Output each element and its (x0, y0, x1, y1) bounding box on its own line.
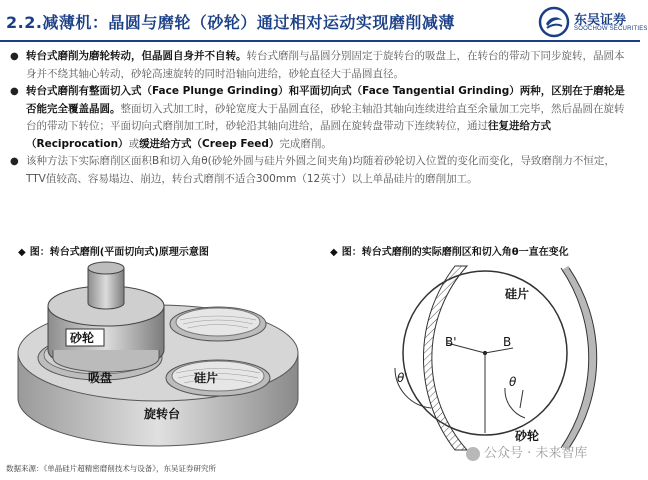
chuck-label: 吸盘 (88, 371, 113, 385)
source-note: 数据来源：《单晶硅片超精密磨削技术与设备》，东吴证券研究所 (6, 464, 216, 473)
b-prime-label: B' (445, 335, 457, 349)
bullet-3-desc: 该种方法下实际磨削区面积B和切入角θ(砂轮外圆与硅片外圆之间夹角)均随着砂轮切入位置的变化而变化，导致磨削力不恒定，TTV值较高、容易塌边、崩边，转台式磨削不适合300mm（12英寸）以上单晶硅片的磨削加工。 (26, 155, 615, 185)
theta-prime-label: θ' (397, 371, 408, 385)
grinding-wheel (48, 262, 164, 372)
bullet-list (8, 48, 634, 188)
watermark: 公众号 · 未来智库 (466, 442, 587, 461)
bullet-1-lead: 转台式磨削为磨轮转动，但晶圆自身并不自转。 (26, 50, 247, 62)
wafer-label: 硅片 (194, 371, 219, 385)
bullet-2-tail: 完成磨削。 (279, 137, 332, 150)
bullet-2-mid: 或 (128, 137, 140, 150)
wafer-top-right (170, 307, 266, 341)
right-figure-caption: ◆ 图：转台式磨削的实际磨削区和切入角θ一直在变化 (330, 247, 569, 258)
bullet-item-2 (8, 83, 634, 153)
bullet-2-desc: 整面切入式加工时，砂轮宽度大于晶圆直径，砂轮主轴沿其轴向连续进给直至余量加工完毕，然后晶圆在旋转台的带动下转位；平面切向式磨削加工时，砂轮沿其轴向进给，晶圆在旋转盘带动下连续转位，通过 (26, 102, 625, 132)
b-label: B (503, 335, 512, 349)
bullet-dot-icon: ● (10, 156, 19, 167)
bullet-2-bold-1: 往复进给方式（Reciprocation） (26, 120, 551, 150)
wafer-label: 硅片 (505, 287, 530, 301)
bullet-1-desc: 转台式磨削与晶圆分别固定于旋转台的吸盘上，在转台的带动下同步旋转，晶圆本身并不绕其轴心转动，砂轮高速旋转的同时沿轴向进给，砂轮直径大于晶圆直径。 (26, 50, 625, 80)
bullet-item-3 (8, 153, 634, 188)
diamond-icon: ◆ (18, 247, 26, 258)
diamond-icon: ◆ (330, 247, 338, 258)
left-figure-caption: ◆ 图：转台式磨削(平面切向式)原理示意图 (18, 247, 209, 258)
grinding-zone-diagram (335, 258, 635, 458)
rotary-grinding-diagram (8, 258, 308, 458)
bullet-item-1 (8, 48, 634, 83)
wheel-label: 砂轮 (515, 429, 540, 443)
brand-logo (538, 6, 648, 38)
wheel-label (66, 329, 104, 346)
header (0, 0, 648, 44)
bullet-2-lead: 转台式磨削有整面切入式（Face Plunge Grinding）和平面切向式（Face Tangential Grinding）两种，区别在于磨轮是否能完全覆盖晶圆。 (26, 85, 625, 115)
bullet-2-bold-2: 缓进给方式（Creep Feed） (139, 137, 280, 150)
title-divider (0, 40, 640, 42)
bullet-dot-icon: ● (10, 86, 19, 97)
logo-name-en: SOOCHOW SECURITIES (574, 26, 648, 32)
logo-name-cn: 东吴证券 (574, 13, 627, 28)
page-title: 2.2.减薄机：晶圆与磨轮（砂轮）通过相对运动实现磨削减薄 (6, 13, 455, 32)
table-label: 旋转台 (144, 407, 181, 421)
svg-text:砂轮: 砂轮 (70, 331, 95, 345)
wechat-icon (466, 447, 480, 461)
bullet-dot-icon: ● (10, 51, 19, 62)
logo-icon (538, 6, 570, 38)
theta-label: θ (509, 375, 517, 389)
